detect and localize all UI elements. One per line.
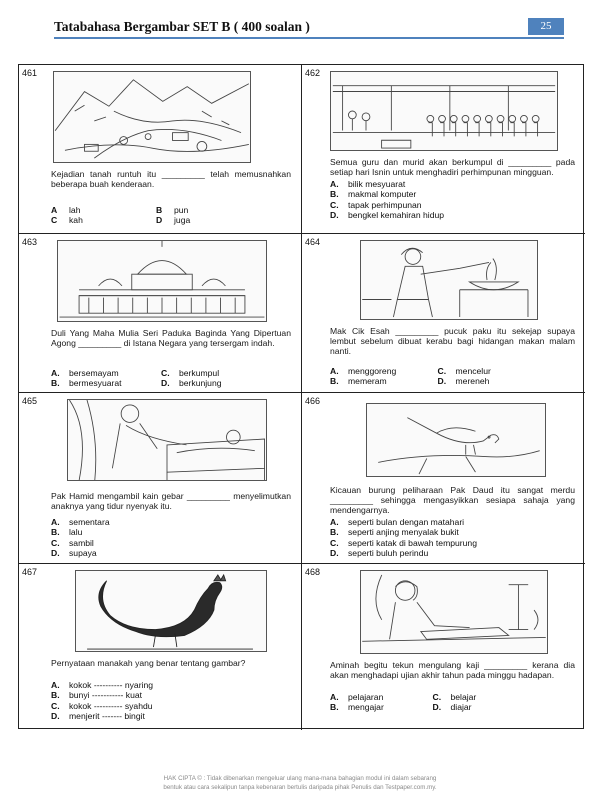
question-cell-461 bbox=[19, 65, 302, 234]
man-covering-child-illustration bbox=[67, 399, 267, 481]
option-c[interactable]: C. kokok ---------- syahdu bbox=[51, 700, 153, 711]
answer-options bbox=[51, 205, 261, 226]
option-b[interactable]: B. lalu bbox=[51, 527, 83, 538]
question-cell-462 bbox=[302, 65, 585, 234]
question-grid bbox=[18, 64, 584, 729]
copyright-line-2: bentuk atau cara sekalipun tanpa kebenaran bertulis daripada pihak Penulis dan Testpaper.com.my. bbox=[163, 784, 437, 791]
question-text: Aminah begitu tekun mengulang kaji _________ kerana dia akan menghadapi ujian akhir tahun pada minggu hadapan. bbox=[330, 660, 575, 681]
question-number: 462 bbox=[305, 68, 321, 78]
copyright-footer bbox=[0, 774, 600, 792]
option-d[interactable]: D. supaya bbox=[51, 548, 97, 559]
option-b[interactable]: B pun bbox=[156, 205, 189, 215]
answer-options bbox=[330, 517, 577, 559]
option-d[interactable]: D. bengkel kemahiran hidup bbox=[330, 210, 445, 221]
header-divider bbox=[54, 37, 564, 39]
answer-options bbox=[51, 368, 271, 389]
page-header bbox=[54, 16, 564, 38]
option-c[interactable]: C. berkumpul bbox=[161, 368, 220, 378]
palace-illustration bbox=[57, 240, 267, 322]
option-d[interactable]: D. menjerit ------- bingit bbox=[51, 711, 145, 722]
answer-options bbox=[51, 680, 293, 722]
girl-studying-illustration bbox=[360, 570, 548, 654]
question-number: 466 bbox=[305, 396, 321, 406]
answer-options bbox=[330, 366, 545, 387]
question-text: Kejadian tanah runtuh itu _________ telah memusnahkan beberapa buah kenderaan. bbox=[51, 169, 291, 190]
option-b[interactable]: B. memeram bbox=[330, 376, 387, 387]
question-cell-466 bbox=[302, 393, 585, 564]
option-a[interactable]: A. bilik mesyuarat bbox=[330, 179, 406, 189]
question-text: Pak Hamid mengambil kain gebar _________ menyelimutkan anaknya yang tidur nyenyak itu. bbox=[51, 491, 291, 512]
school-assembly-illustration bbox=[330, 71, 558, 151]
option-c[interactable]: C. seperti katak di bawah tempurung bbox=[330, 537, 477, 548]
question-cell-463 bbox=[19, 234, 302, 393]
option-d[interactable]: D juga bbox=[156, 215, 191, 226]
question-number: 463 bbox=[22, 237, 38, 247]
option-a[interactable]: A. sementara bbox=[51, 517, 110, 527]
landslide-illustration bbox=[53, 71, 251, 163]
page-number-badge: 25 bbox=[528, 18, 564, 35]
option-a[interactable]: A. bersemayam bbox=[51, 368, 119, 378]
option-d[interactable]: D. mereneh bbox=[437, 376, 490, 387]
question-text: Pernyataan manakah yang benar tentang gambar? bbox=[51, 658, 246, 668]
woman-cooking-illustration bbox=[360, 240, 538, 320]
question-number: 461 bbox=[22, 68, 38, 78]
option-b[interactable]: B. bunyi ----------- kuat bbox=[51, 690, 143, 701]
rooster-illustration bbox=[75, 570, 267, 652]
question-cell-465 bbox=[19, 393, 302, 564]
option-d[interactable]: D. diajar bbox=[432, 702, 472, 713]
option-a[interactable]: A. menggoreng bbox=[330, 366, 397, 376]
question-text: Semua guru dan murid akan berkumpul di _________ pada setiap hari Isnin untuk menghadiri perhimpunan mingguan. bbox=[330, 157, 575, 178]
question-cell-468 bbox=[302, 564, 585, 730]
copyright-line-1: HAK CIPTA © : Tidak dibenarkan mengeluar ulang mana-mana bahagian modul ini dalam sebarang bbox=[163, 775, 437, 782]
answer-options bbox=[330, 179, 577, 221]
option-b[interactable]: B. mengajar bbox=[330, 702, 384, 713]
option-b[interactable]: B. makmal komputer bbox=[330, 189, 417, 200]
option-c[interactable]: C. tapak perhimpunan bbox=[330, 199, 422, 210]
question-number: 467 bbox=[22, 567, 38, 577]
option-b[interactable]: B. bermesyuarat bbox=[51, 378, 122, 389]
question-cell-467 bbox=[19, 564, 302, 730]
answer-options bbox=[330, 692, 535, 713]
option-c[interactable]: C. mencelur bbox=[437, 366, 491, 376]
option-d[interactable]: D. berkunjung bbox=[161, 378, 222, 389]
option-d[interactable]: D. seperti buluh perindu bbox=[330, 548, 429, 559]
question-text: Kicauan burung peliharaan Pak Daud itu sangat merdu _________ sehingga mengasyikkan sesiapa sahaja yang mendengarnya. bbox=[330, 485, 575, 516]
question-text: Duli Yang Maha Mulia Seri Paduka Baginda Yang Dipertuan Agong _________ di Istana Negara yang tersergam indah. bbox=[51, 328, 291, 349]
worksheet-title: Tatabahasa Bergambar SET B ( 400 soalan ) bbox=[54, 19, 310, 34]
option-c[interactable]: C. sambil bbox=[51, 537, 94, 548]
bird-on-branch-illustration bbox=[366, 403, 546, 477]
question-number: 464 bbox=[305, 237, 321, 247]
option-b[interactable]: B. seperti anjing menyalak bukit bbox=[330, 527, 459, 538]
answer-options bbox=[51, 517, 293, 559]
question-cell-464 bbox=[302, 234, 585, 393]
option-a[interactable]: A. kokok ---------- nyaring bbox=[51, 680, 154, 690]
option-c[interactable]: C kah bbox=[51, 215, 83, 226]
question-text: Mak Cik Esah _________ pucuk paku itu sekejap supaya lembut sebelum dibuat kerabu bagi hidangan makan malam nanti. bbox=[330, 326, 575, 357]
option-c[interactable]: C. belajar bbox=[432, 692, 477, 702]
option-a[interactable]: A. seperti bulan dengan matahari bbox=[330, 517, 465, 527]
question-number: 468 bbox=[305, 567, 321, 577]
option-a[interactable]: A lah bbox=[51, 205, 81, 215]
option-a[interactable]: A. pelajaran bbox=[330, 692, 384, 702]
question-number: 465 bbox=[22, 396, 38, 406]
